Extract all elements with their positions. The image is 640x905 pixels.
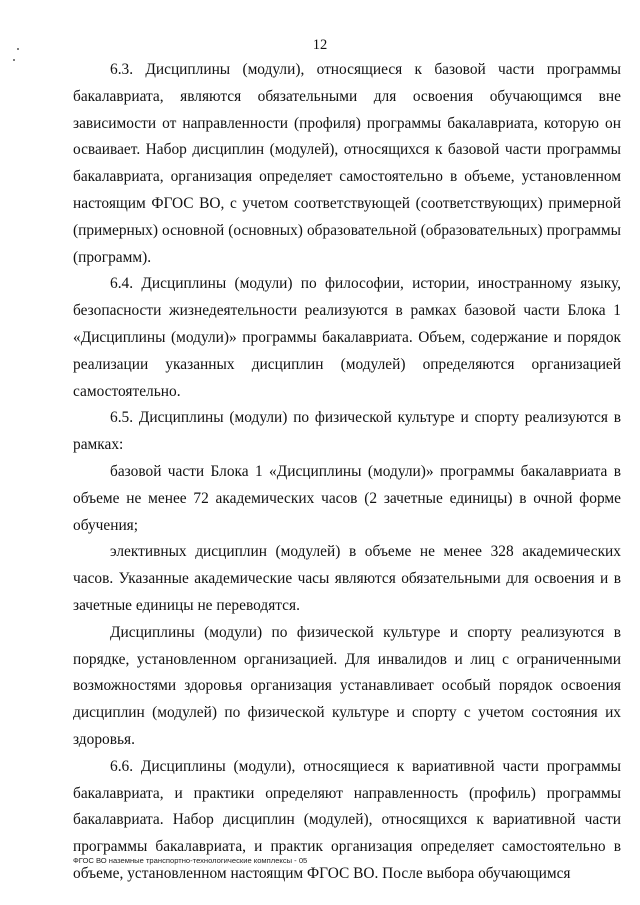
paragraph-6-5-procedure: Дисциплины (модули) по физической культуре и спорту реализуются в порядке, установленном организацией. Для инвалидов и лиц с ограниченными возможностями здоровья организация устанавливает особый порядок освоения дисциплин (модулей) по физической культуре и спорту с учетом состояния их здоровья. [73, 623, 621, 748]
paragraph-6-4: 6.4. Дисциплины (модули) по философии, истории, иностранному языку, безопасности жизнедеятельности реализуются в рамках базовой части Блока 1 «Дисциплины (модули)» программы бакалавриата. Объем, содержание и порядок реализации указанных дисциплин (модулей) определяются организацией самостоятельно. [73, 275, 621, 400]
document-body [73, 57, 621, 888]
document-footer: ФГОС ВО наземные транспортно-технологические комплексы - 05 [73, 856, 308, 865]
paragraph-6-6: 6.6. Дисциплины (модули), относящиеся к вариативной части программы бакалавриата, и практики определяют направленность (профиль) программы бакалавриата. Набор дисциплин (модулей), относящихся к вариативной части программы бакалавриата, и практик организация определяет самостоятельно в объеме, установленном настоящим ФГОС ВО. После выбора обучающимся [73, 757, 621, 882]
page-number: 12 [312, 37, 328, 53]
paragraph-6-5: 6.5. Дисциплины (модули) по физической культуре и спорту реализуются в рамках: [73, 409, 621, 454]
scan-artifact [13, 59, 15, 61]
paragraph-6-5-elective: элективных дисциплин (модулей) в объеме не менее 328 академических часов. Указанные академические часы являются обязательными для освоения и в зачетные единицы не переводятся. [73, 543, 621, 614]
paragraph-6-5-basic-part: базовой части Блока 1 «Дисциплины (модули)» программы бакалавриата в объеме не менее 72 академических часов (2 зачетные единицы) в очной форме обучения; [73, 462, 621, 534]
paragraph-6-3: 6.3. Дисциплины (модули), относящиеся к базовой части программы бакалавриата, являются обязательными для освоения обучающимся вне зависимости от направленности (профиля) программы бакалавриата, которую он осваивает. Набор дисциплин (модулей), относящихся к базовой части программы бакалавриата, организация определяет самостоятельно в объеме, установленном настоящим ФГОС ВО, с учетом соответствующей (соответствующих) примерной (примерных) основной (основных) образовательной (образовательных) программы (программ). [73, 61, 621, 266]
